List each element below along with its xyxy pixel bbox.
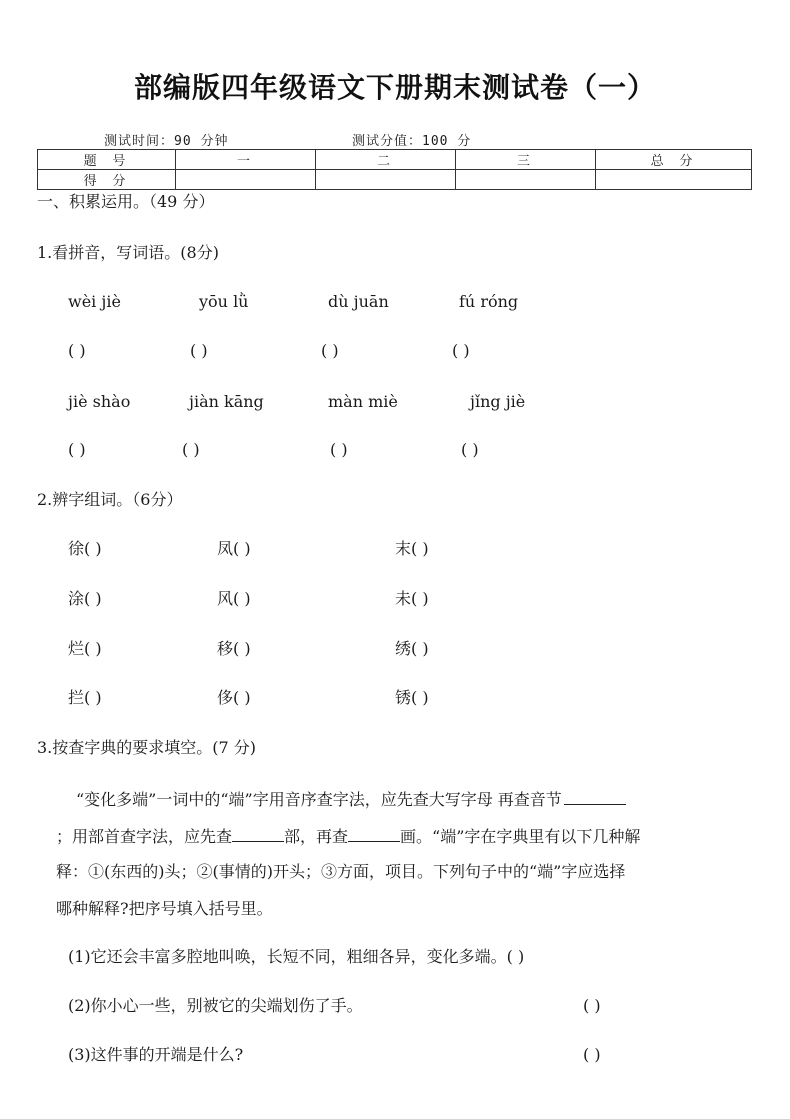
char-blank[interactable]: 涂( ) xyxy=(68,589,102,608)
pinyin-prompt: màn miè xyxy=(328,392,398,411)
char-blank[interactable]: 未( ) xyxy=(395,589,429,608)
paragraph-text: 画。“端”字在字典里有以下几种解 xyxy=(400,827,641,846)
pinyin-prompt: dù juān xyxy=(328,292,389,311)
answer-blank[interactable]: ( ) xyxy=(452,341,470,360)
char-blank[interactable]: 绣( ) xyxy=(395,639,429,658)
question-heading: 2.辨字组词。（6分） xyxy=(37,490,183,509)
paragraph-line xyxy=(56,827,640,845)
answer-blank[interactable]: ( ) xyxy=(461,440,479,459)
paragraph-text: 部，再查 xyxy=(284,827,349,846)
pinyin-prompt: jiàn kāng xyxy=(189,392,264,411)
answer-blank[interactable]: ( ) xyxy=(68,341,86,360)
char-blank[interactable]: 锈( ) xyxy=(395,688,429,707)
answer-blank[interactable]: ( ) xyxy=(583,996,601,1015)
pinyin-prompt: fú róng xyxy=(459,292,519,311)
score-table-header-row xyxy=(38,150,752,170)
paragraph-text: ；用部首查字法，应先查 xyxy=(56,827,233,846)
test-time-label: 测试时间：90 分钟 xyxy=(104,134,229,149)
score-input-cell[interactable] xyxy=(316,170,456,190)
pinyin-prompt: jiè shào xyxy=(68,392,131,411)
score-table-score-row xyxy=(38,170,752,190)
pinyin-prompt: wèi jiè xyxy=(68,292,121,311)
char-blank[interactable]: 凤( ) xyxy=(217,539,251,558)
table-cell: 二 xyxy=(316,150,456,170)
score-input-cell[interactable] xyxy=(176,170,316,190)
answer-blank[interactable]: ( ) xyxy=(321,341,339,360)
char-blank[interactable]: 徐( ) xyxy=(68,539,102,558)
question-heading: 1.看拼音，写词语。(8分) xyxy=(37,243,219,262)
table-cell: 三 xyxy=(456,150,596,170)
sentence-item: (3)这件事的开端是什么? xyxy=(68,1045,244,1064)
page-title: 部编版四年级语文下册期末测试卷（一） xyxy=(133,71,656,104)
paragraph-text: “变化多端”一词中的“端”字用音序查字法，应先查大写字母 再查音节 xyxy=(76,790,562,809)
answer-blank[interactable]: ( ) xyxy=(330,440,348,459)
pinyin-prompt: yōu lǜ xyxy=(199,292,249,311)
sentence-item: (1)它还会丰富多腔地叫唤，长短不同，粗细各异，变化多端。( ) xyxy=(68,947,525,966)
table-cell: 得 分 xyxy=(38,170,176,190)
char-blank[interactable]: 侈( ) xyxy=(217,688,251,707)
score-input-cell[interactable] xyxy=(596,170,752,190)
char-blank[interactable]: 拦( ) xyxy=(68,688,102,707)
answer-blank[interactable]: ( ) xyxy=(182,440,200,459)
score-input-cell[interactable] xyxy=(456,170,596,190)
char-blank[interactable]: 移( ) xyxy=(217,639,251,658)
char-blank[interactable]: 烂( ) xyxy=(68,639,102,658)
question-heading: 3.按查字典的要求填空。(7 分) xyxy=(37,738,257,757)
paragraph-line xyxy=(76,790,626,808)
table-cell: 题 号 xyxy=(38,150,176,170)
char-blank[interactable]: 风( ) xyxy=(217,589,251,608)
score-table xyxy=(37,149,752,190)
answer-blank[interactable]: ( ) xyxy=(190,341,208,360)
fill-blank[interactable] xyxy=(232,827,284,842)
fill-blank[interactable] xyxy=(564,790,626,805)
sentence-item: (2)你小心一些，别被它的尖端划伤了手。 xyxy=(68,996,363,1015)
table-cell: 一 xyxy=(176,150,316,170)
pinyin-prompt: jǐng jiè xyxy=(470,392,526,411)
answer-blank[interactable]: ( ) xyxy=(583,1045,601,1064)
section-heading: 一、积累运用。（49 分） xyxy=(37,192,215,211)
test-score-label: 测试分值：100 分 xyxy=(352,134,472,149)
table-cell: 总 分 xyxy=(596,150,752,170)
fill-blank[interactable] xyxy=(348,827,400,842)
answer-blank[interactable]: ( ) xyxy=(68,440,86,459)
paragraph-line: 哪种解释?把序号填入括号里。 xyxy=(56,899,273,918)
char-blank[interactable]: 末( ) xyxy=(395,539,429,558)
paragraph-line: 释：①(东西的)头；②(事情的)开头；③方面，项目。下列句子中的“端”字应选择 xyxy=(56,862,626,881)
